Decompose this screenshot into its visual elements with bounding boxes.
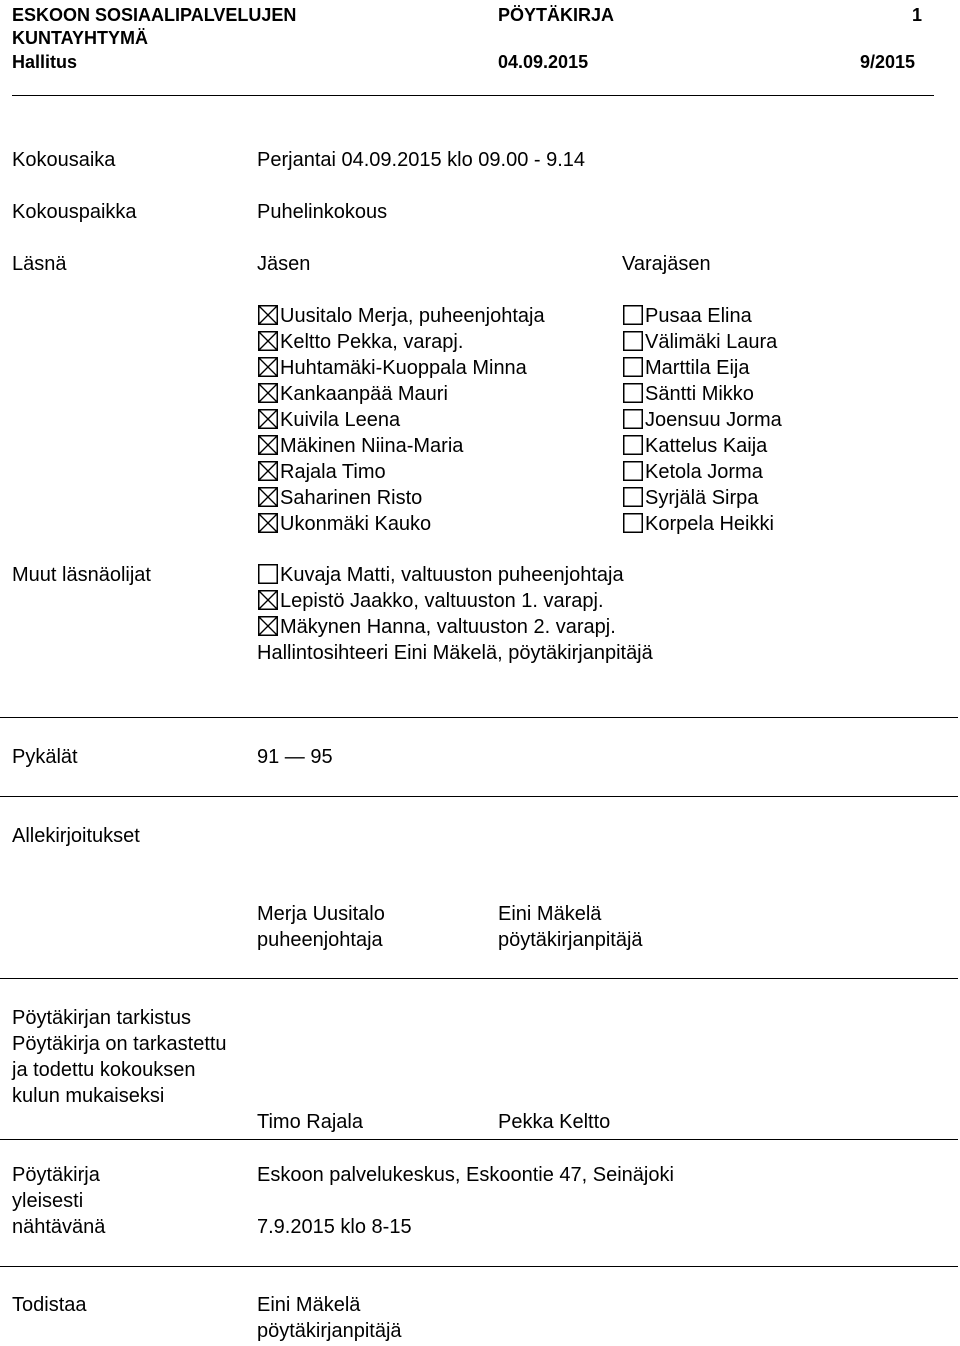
- empty-checkbox-icon: [623, 409, 643, 429]
- deputy-row: [623, 303, 782, 329]
- member-row: [258, 381, 545, 407]
- member-row-label: Rajala Timo: [280, 461, 386, 483]
- checked-box-icon: [258, 409, 278, 429]
- empty-checkbox-icon: [623, 513, 643, 533]
- deputy-row-label: Kattelus Kaija: [645, 435, 768, 457]
- sections-label: Pykälät: [12, 746, 78, 768]
- member-row-label: Mäkinen Niina-Maria: [280, 435, 464, 457]
- divider-1: [0, 717, 958, 718]
- empty-checkbox-icon: [623, 383, 643, 403]
- signer1-role: puheenjohtaja: [257, 929, 383, 951]
- secretary-line: Hallintosihteeri Eini Mäkelä, pöytäkirjanpitäjä: [257, 642, 653, 664]
- divider-4: [0, 1139, 958, 1140]
- other-attendee-row-label: Kuvaja Matti, valtuuston puheenjohtaja: [280, 564, 624, 586]
- deputy-row-label: Ketola Jorma: [645, 461, 763, 483]
- member-row-label: Kankaanpää Mauri: [280, 383, 448, 405]
- meeting-time-value: Perjantai 04.09.2015 klo 09.00 - 9.14: [257, 149, 586, 171]
- checked-box-icon: [258, 357, 278, 377]
- checked-box-icon: [258, 383, 278, 403]
- checked-box-icon: [258, 331, 278, 351]
- empty-checkbox-icon: [623, 435, 643, 455]
- member-row: [258, 329, 545, 355]
- deputy-row: [623, 459, 782, 485]
- checked-box-icon: [258, 487, 278, 507]
- org-name-line2: KUNTAYHTYMÄ: [12, 28, 149, 48]
- empty-checkbox-icon: [623, 305, 643, 325]
- deputy-row: [623, 407, 782, 433]
- other-attendee-row: [258, 614, 624, 640]
- meeting-place-label: Kokouspaikka: [12, 201, 137, 223]
- others-list: [258, 562, 624, 640]
- display-label-line2: yleisesti: [12, 1190, 84, 1212]
- display-place: Eskoon palvelukeskus, Eskoontie 47, Seinäjoki: [257, 1164, 674, 1186]
- review-label-line4: kulun mukaiseksi: [12, 1085, 165, 1107]
- deputy-row: [623, 355, 782, 381]
- present-label: Läsnä: [12, 253, 67, 275]
- deputy-row-label: Korpela Heikki: [645, 513, 774, 535]
- checked-box-icon: [258, 461, 278, 481]
- deputy-row-label: Pusaa Elina: [645, 305, 752, 327]
- member-row: [258, 303, 545, 329]
- member-row-label: Uusitalo Merja, puheenjohtaja: [280, 305, 545, 327]
- sections-value: 91 — 95: [257, 746, 333, 768]
- checked-box-icon: [258, 305, 278, 325]
- deputy-row-label: Marttila Eija: [645, 357, 750, 379]
- member-row-label: Keltto Pekka, varapj.: [280, 331, 464, 353]
- certify-label: Todistaa: [12, 1294, 87, 1316]
- header-divider: [12, 95, 934, 96]
- checked-box-icon: [258, 513, 278, 533]
- review-label-line3: ja todettu kokouksen: [12, 1059, 196, 1081]
- meeting-place-value: Puhelinkokous: [257, 201, 388, 223]
- deputies-list: [623, 303, 782, 537]
- deputy-row-label: Syrjälä Sirpa: [645, 487, 759, 509]
- divider-2: [0, 796, 958, 797]
- deputy-row: [623, 485, 782, 511]
- signatures-label: Allekirjoitukset: [12, 825, 140, 847]
- member-row-label: Saharinen Risto: [280, 487, 423, 509]
- reviewer2-name: Pekka Keltto: [498, 1111, 611, 1133]
- member-row-label: Ukonmäki Kauko: [280, 513, 432, 535]
- review-label-line2: Pöytäkirja on tarkastettu: [12, 1033, 227, 1055]
- deputy-column-header: Varajäsen: [622, 253, 711, 275]
- signer2-name: Eini Mäkelä: [498, 903, 602, 925]
- member-column-header: Jäsen: [257, 253, 311, 275]
- certify-name: Eini Mäkelä: [257, 1294, 361, 1316]
- document-type: PÖYTÄKIRJA: [498, 5, 615, 25]
- member-row: [258, 407, 545, 433]
- checked-box-icon: [258, 616, 278, 636]
- others-label: Muut läsnäolijat: [12, 564, 151, 586]
- meeting-date: 04.09.2015: [498, 52, 589, 72]
- empty-checkbox-icon: [623, 331, 643, 351]
- empty-checkbox-icon: [623, 357, 643, 377]
- empty-checkbox-icon: [623, 487, 643, 507]
- other-attendee-row: [258, 562, 624, 588]
- org-name-line1: ESKOON SOSIAALIPALVELUJEN: [12, 5, 297, 25]
- body-name: Hallitus: [12, 52, 78, 72]
- deputy-row: [623, 329, 782, 355]
- empty-checkbox-icon: [258, 564, 278, 584]
- certify-role: pöytäkirjanpitäjä: [257, 1320, 402, 1342]
- signer2-role: pöytäkirjanpitäjä: [498, 929, 643, 951]
- other-attendee-row-label: Lepistö Jaakko, valtuuston 1. varapj.: [280, 590, 604, 612]
- member-row: [258, 485, 545, 511]
- meeting-time-label: Kokousaika: [12, 149, 116, 171]
- divider-3: [0, 978, 958, 979]
- deputy-row-label: Välimäki Laura: [645, 331, 778, 353]
- checked-box-icon: [258, 590, 278, 610]
- member-row: [258, 433, 545, 459]
- deputy-row: [623, 381, 782, 407]
- reviewer1-name: Timo Rajala: [257, 1111, 363, 1133]
- display-label-line1: Pöytäkirja: [12, 1164, 100, 1186]
- member-row-label: Huhtamäki-Kuoppala Minna: [280, 357, 527, 379]
- empty-checkbox-icon: [623, 461, 643, 481]
- checked-box-icon: [258, 435, 278, 455]
- meeting-number: 9/2015: [860, 52, 916, 72]
- signer1-name: Merja Uusitalo: [257, 903, 385, 925]
- deputy-row: [623, 433, 782, 459]
- display-time: 7.9.2015 klo 8-15: [257, 1216, 412, 1238]
- review-label-line1: Pöytäkirjan tarkistus: [12, 1007, 191, 1029]
- page-number: 1: [912, 5, 923, 25]
- member-row: [258, 511, 545, 537]
- member-row: [258, 459, 545, 485]
- members-list: [258, 303, 545, 537]
- display-label-line3: nähtävänä: [12, 1216, 106, 1238]
- deputy-row-label: Joensuu Jorma: [645, 409, 782, 431]
- other-attendee-row-label: Mäkynen Hanna, valtuuston 2. varapj.: [280, 616, 616, 638]
- member-row-label: Kuivila Leena: [280, 409, 401, 431]
- member-row: [258, 355, 545, 381]
- deputy-row: [623, 511, 782, 537]
- deputy-row-label: Säntti Mikko: [645, 383, 754, 405]
- divider-5: [0, 1266, 958, 1267]
- other-attendee-row: [258, 588, 624, 614]
